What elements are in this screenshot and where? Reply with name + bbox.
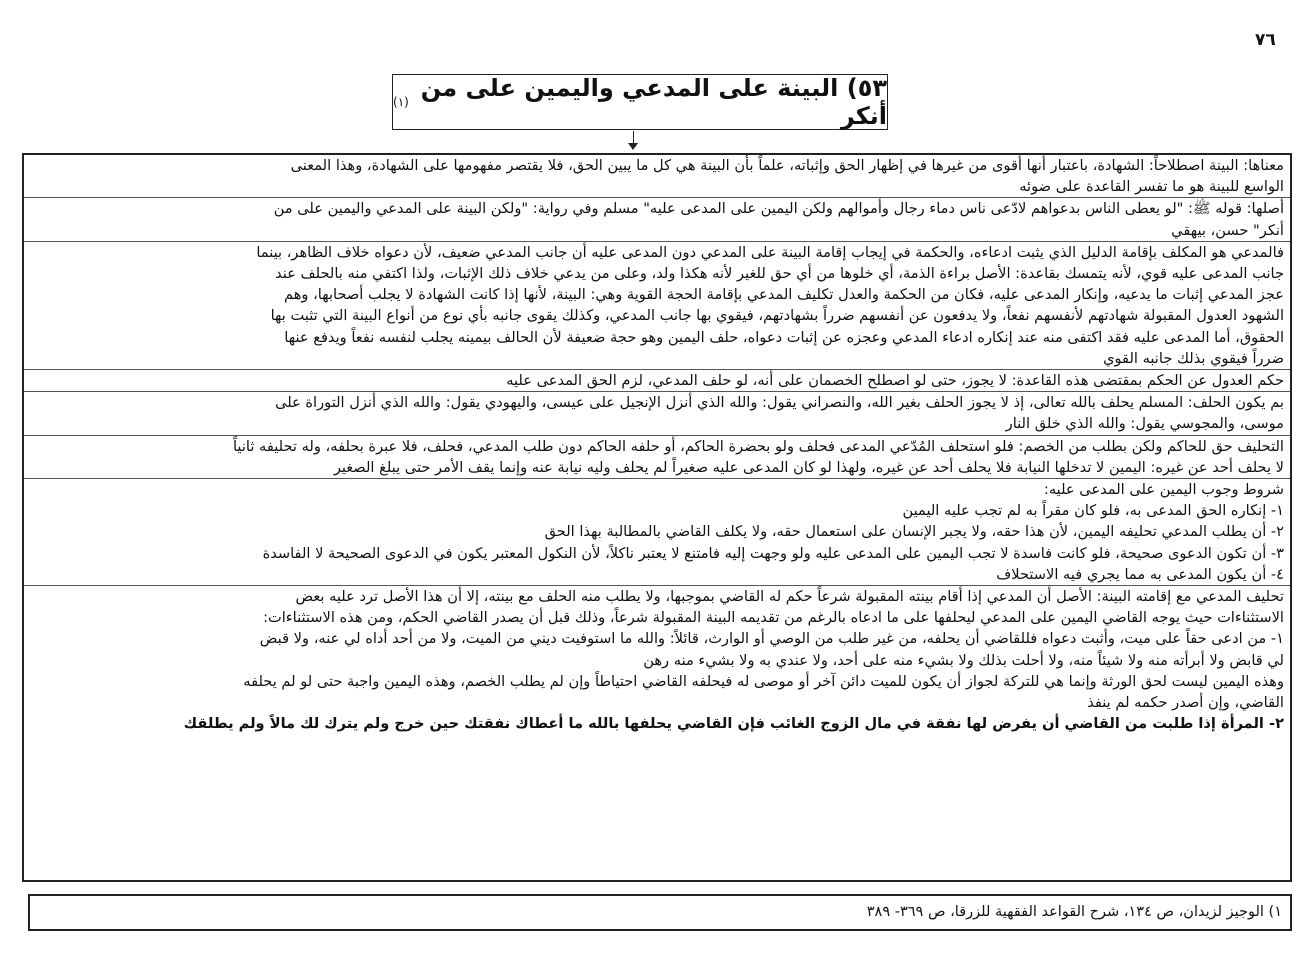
section-oath-right — [24, 436, 1290, 479]
text-line: أنكر" حسن، بيهقي — [1171, 221, 1284, 239]
text-line: لي قابض ولا أبرأته منه ولا شيئاً منه، ولا أحلت بذلك ولا بشيء منه على أحد، ولا عندي به ولا بشيء منه رهن — [643, 651, 1284, 669]
text-line: ١- إنكاره الحق المدعى به، فلو كان مقراً به لم تجب عليه اليمين — [902, 502, 1284, 520]
page-number: ٧٦ — [1255, 30, 1276, 50]
section-origin — [24, 198, 1290, 241]
section-oath-form — [24, 392, 1290, 435]
rule-title: ٥٣) البينة على المدعي واليمين على من أنكر — [420, 74, 887, 130]
text-line: أصلها: قوله ﷺ: "لو يعطى الناس بدعواهم لادّعى ناس دماء رجال وأموالهم ولكن اليمين على المدعى عليه" مسلم وفي رواية: "ولكن البينة على المدعي واليمين على من — [273, 200, 1284, 218]
down-arrow-icon — [633, 131, 634, 147]
text-line: الشهود العدول المقبولة شهادتهم لأنفسهم نفعاً، ولا يدفعون عن أنفسهم ضرراً بشهادتهم، فيقوي بها جانب المدعي، وكذلك يقوى جانبه بأي نوع من أنواع البينة التي تثبت بها — [270, 307, 1284, 325]
text-line: الحقوق، أما المدعى عليه فقد اكتفى منه عند إنكاره ادعاء المدعي وعجزه عن إثبات دعواه، حلف اليمين وهو حجة ضعيفة لأن الحالف بيمينه يجلب لنفسه نفعاً ويدفع عنها — [284, 328, 1284, 346]
text-line: الواسع للبينة هو ما تفسر القاعدة على ضوئه — [1019, 178, 1284, 196]
section-wisdom — [24, 242, 1290, 370]
text-line: معناها: البينة اصطلاحاً: الشهادة، باعتبار أنها أقوى من غيرها في إظهار الحق وإثباته، علماً بأن البينة هي كل ما يبين الحق، فلا يقتصر مفهومها على الشهادة، وهذا المعنى — [290, 157, 1284, 174]
text-line: التحليف حق للحاكم ولكن بطلب من الخصم: فلو استحلف المُدّعي المدعى فحلف ولو بحضرة الحاكم، أو حلفه الحاكم دون طلب المدعي، فحلف، فلا عبرة بحلفه، وله تحليفه ثانياً — [232, 437, 1284, 455]
text-line: ٢- المرأة إذا طلبت من القاضي أن يفرض لها نفقة في مال الزوج الغائب فإن القاضي يحلفها بالله ما أعطاك نفقتك حين خرج ولم يترك لك مالاً ولم يطلقك — [183, 715, 1284, 733]
title-footnote-marker: (١) — [393, 95, 409, 109]
text-line: وهذه اليمين ليست لحق الورثة وإنما هي للتركة لجواز أن يكون للميت دائن آخر أو موصى له فيحلفه القاضي احتياطاً وإن لم يطلب الخصم، وهذه اليمين واجبة حتى لو لم يحلفه — [243, 672, 1284, 690]
rule-title-box — [392, 74, 888, 130]
text-line: القاضي، وإن أصدر حكمه لم ينفذ — [1087, 694, 1284, 712]
text-line: جانب المدعى عليه قوي، لأنه يتمسك بقاعدة: الأصل براءة الذمة، أي خلوها من أي حق للغير لأنه هكذا ولد، وعلى من يدعي خلاف ذلك الإثبات، ولذا اكتفي منه بالحلف عند — [275, 265, 1284, 283]
text-line: ضرراً فيقوي بذلك جانبه القوي — [1103, 349, 1284, 367]
text-line: الاستثناءات حيث يوجه القاضي اليمين على المدعي ليحلفها على ما ادعاه بالرغم من تقديمه البينة المقبولة شرعاً، وذلك قبل أن يصدر القاضي الحكم، ومن هذه الاستثناءات: — [263, 609, 1284, 627]
text-line: ٣- أن تكون الدعوى صحيحة، فلو كانت فاسدة لا تجب اليمين على المدعى عليه ولو وجهت إليه فامتنع لا يعتبر ناكلاً، لأن النكول المعتبر يكون في الدعوى الصحيحة لا الفاسدة — [262, 544, 1284, 562]
section-conditions — [24, 479, 1290, 586]
text-line: تحليف المدعي مع إقامته البينة: الأصل أن المدعي إذا أقام بينته المقبولة شرعاً حكم له القاضي بموجبها، ولا يطلب منه الحلف مع بينته، إلا أن هذا الأصل ترد عليه بعض — [295, 588, 1284, 606]
section-exceptions — [24, 586, 1290, 734]
text-line: ١- من ادعى حقاً على ميت، وأثبت دعواه فللقاضي أن يحلفه، من غير طلب من الوصي أو الوارث، قائلاً: والله ما استوفيت ديني من الميت، ولا من أحد أداه لي عنه، ولا قبض — [259, 630, 1284, 648]
text-line: موسى، والمجوسي يقول: والله الذي خلق النار — [1005, 415, 1284, 433]
text-line: ٤- أن يكون المدعى به مما يجري فيه الاستحلاف — [996, 565, 1284, 583]
text-line: ٢- أن يطلب المدعي تحليفه اليمين، لأن هذا حقه، ولا يجبر الإنسان على استعمال حقه، ولا يكلف القاضي بالمطالبة بهذا الحق — [544, 523, 1284, 541]
text-line: عجز المدعي إثبات ما يدعيه، وإنكار المدعى عليه، فكان من الحكمة والعدل تكليف المدعي بإقامة الحجة القوية وهي: البينة، لأنها إذا كانت الشهادة لا يجلب أصحابها، وهم — [283, 286, 1284, 304]
text-line: فالمدعي هو المكلف بإقامة الدليل الذي يثبت ادعاءه، والحكمة في إيجاب إقامة البينة على المدعي دون المدعى عليه أن جانب المدعي ضعيف، لأن دعواه خلاف الظاهر، بينما — [256, 243, 1284, 261]
text-line: لا يحلف أحد عن غيره: اليمين لا تدخلها النيابة فلا يحلف أحد عن غيره، ولهذا لو كان المدعى عليه صغيراً لم يحلف وليه نيابة عنه وإنما يقف الأمر حتى يبلغ الصغير — [333, 458, 1284, 476]
explanation-table — [22, 153, 1292, 882]
section-ruling — [24, 370, 1290, 392]
section-meaning — [24, 155, 1290, 198]
text-line: حكم العدول عن الحكم بمقتضى هذه القاعدة: لا يجوز، حتى لو اصطلح الخصمان على أنه، لو حلف المدعي، لزم الحق المدعى عليه — [506, 372, 1284, 390]
footnote: ١) الوجيز لزيدان، ص ١٣٤، شرح القواعد الفقهية للزرقا، ص ٣٦٩- ٣٨٩ — [28, 894, 1292, 931]
text-line: بم يكون الحلف: المسلم يحلف بالله تعالى، إذ لا يجوز الحلف بغير الله، والنصراني يقول: والله الذي أنزل الإنجيل على عيسى، واليهودي يقول: والله الذي أنزل التوراة على — [275, 394, 1284, 412]
text-line: شروط وجوب اليمين على المدعى عليه: — [1043, 481, 1284, 499]
